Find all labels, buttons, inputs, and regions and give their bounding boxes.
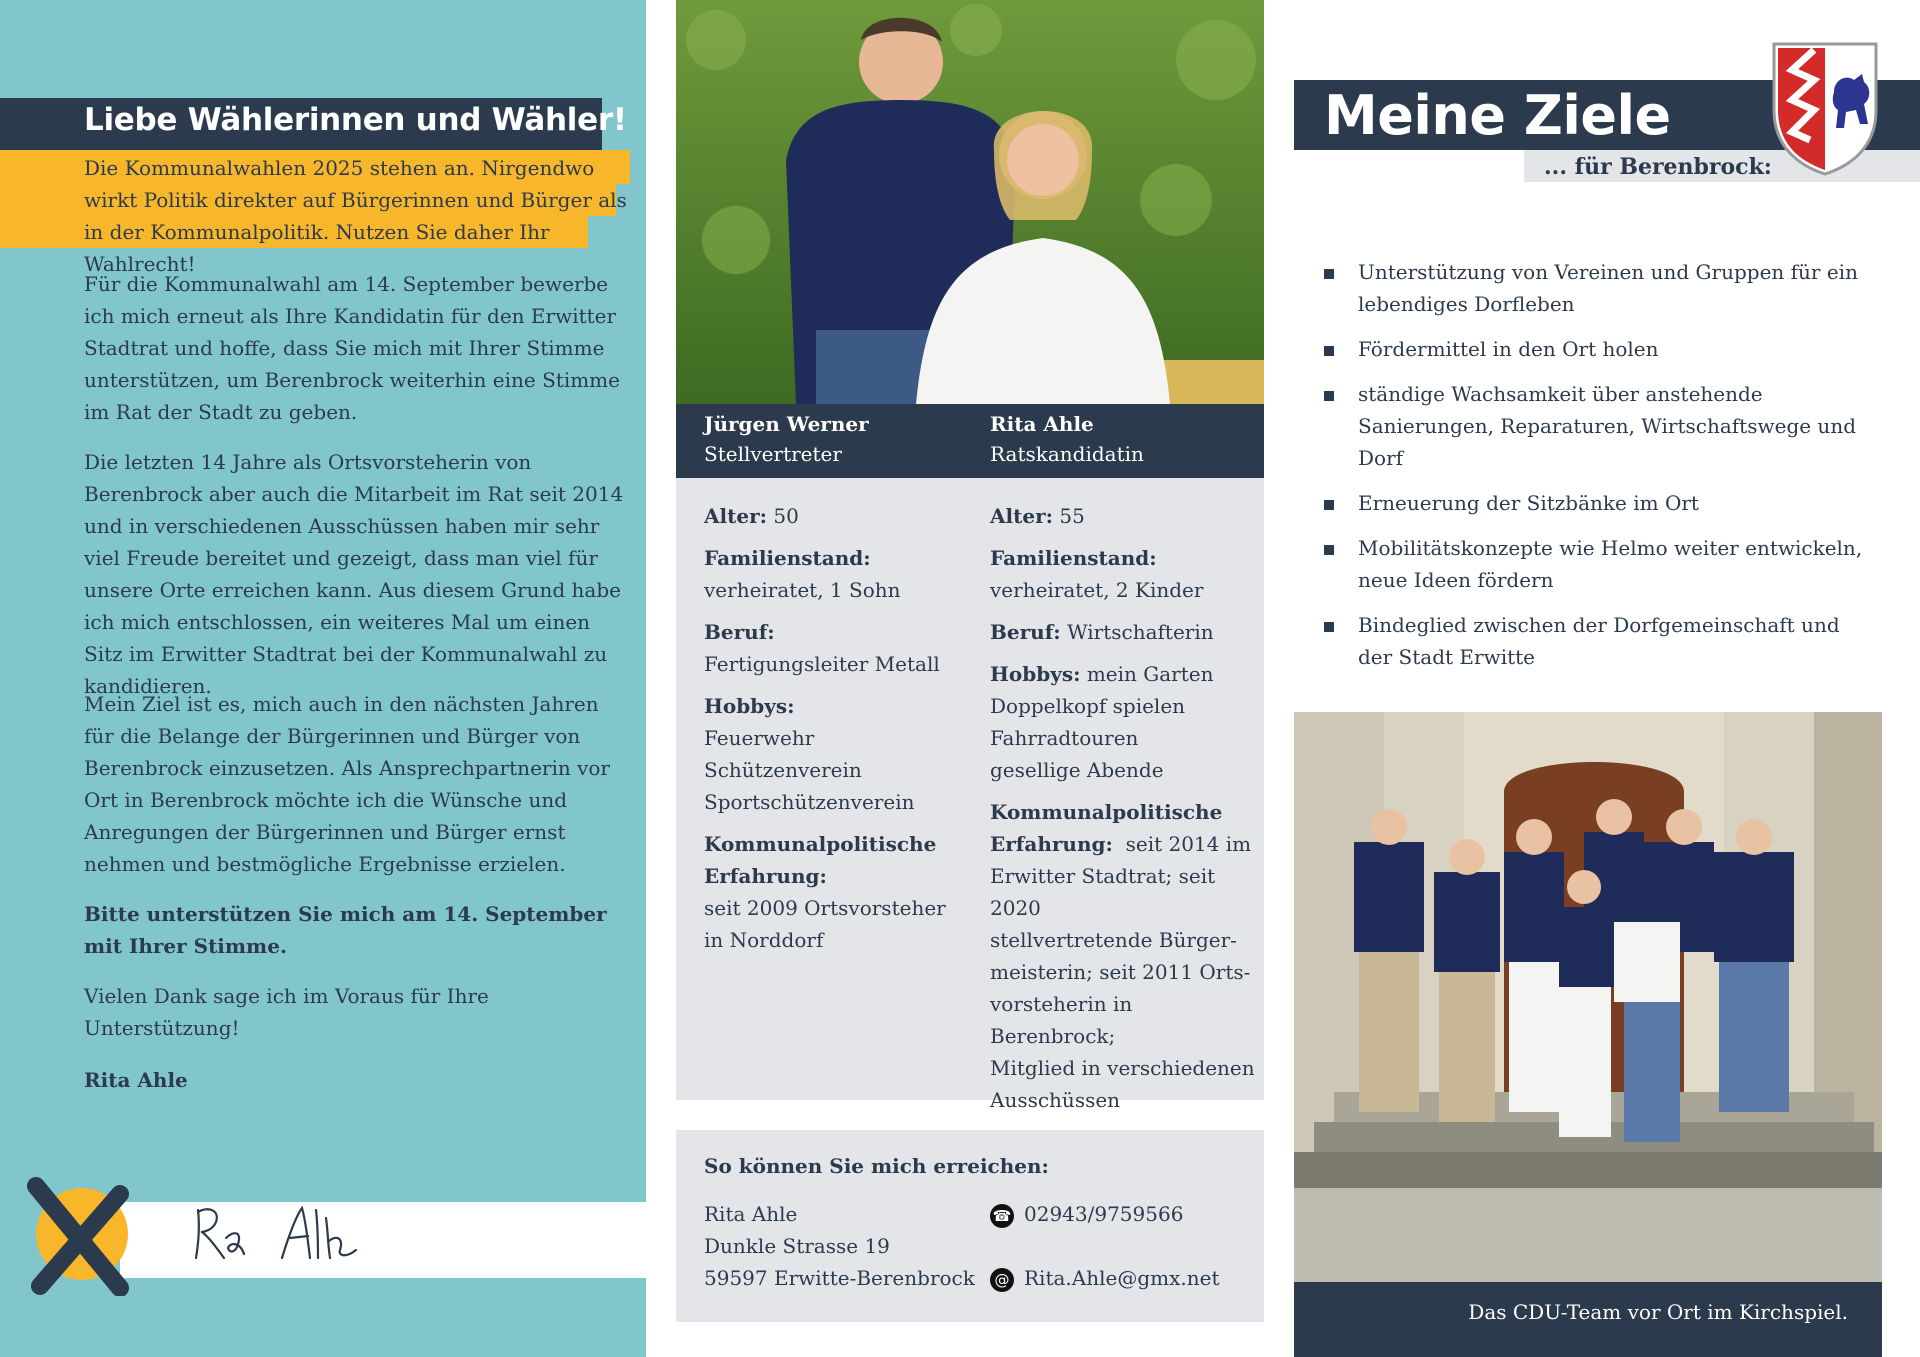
bullet-icon: [1324, 391, 1334, 401]
experience-line: stellvertretende Bürger-: [990, 928, 1237, 952]
goal-text: Unterstützung von Vereinen und Gruppen für ein lebendiges Dorfleben: [1358, 260, 1858, 316]
family-label: Familienstand:: [990, 546, 1157, 570]
age-label: Alter:: [990, 504, 1053, 528]
contact-heading: So können Sie mich erreichen:: [704, 1154, 1049, 1178]
hobby-item: Schützenverein: [704, 758, 862, 782]
hobby-item: gesellige Abende: [990, 758, 1164, 782]
goal-item: [1320, 378, 1880, 474]
signature-icon: [190, 1198, 390, 1268]
hobbies-label: Hobbys:: [990, 662, 1081, 686]
bullet-icon: [1324, 500, 1334, 510]
job-label: Beruf:: [704, 620, 775, 644]
goals-title: Meine Ziele: [1324, 84, 1671, 147]
thanks-paragraph: Vielen Dank sage ich im Voraus für Ihre Unterstützung!: [84, 984, 489, 1040]
experience-line: Mitglied in verschiedenen: [990, 1056, 1255, 1080]
candidate-name: Rita Ahle: [990, 412, 1094, 436]
goal-item: [1320, 532, 1880, 596]
hobby-item: Sportschützenverein: [704, 790, 915, 814]
phone-number[interactable]: 02943/9759566: [1024, 1202, 1184, 1226]
job-value: Wirtschafterin: [1067, 620, 1214, 644]
experience-label: Erfahrung:: [704, 864, 827, 888]
experience-line: Erwitter Stadtrat; seit 2020: [990, 864, 1216, 920]
coat-of-arms-icon: [1770, 40, 1880, 176]
goal-text: Fördermittel in den Ort holen: [1358, 337, 1659, 361]
goals-list: [1320, 256, 1880, 686]
experience-line: seit 2009 Ortsvorsteher: [704, 896, 946, 920]
goals-subtitle: ... für Berenbrock:: [1544, 154, 1772, 180]
family-value: verheiratet, 2 Kinder: [990, 578, 1204, 602]
experience-label: Erfahrung:: [990, 832, 1113, 856]
letter-paragraph: Mein Ziel ist es, mich auch in den nächsten Jahren für die Belange der Bürgerinnen und Bürger von Berenbrock einzusetzen. Als Ansprechpartnerin vor Ort in Berenbrock möchte ich die Wünsche und Anregungen der Bürgerinnen und Bürger ernst nehmen und bestmögliche Ergebnisse erzielen.: [84, 692, 610, 876]
candidate-name: Jürgen Werner: [704, 412, 869, 436]
bullet-icon: [1324, 545, 1334, 555]
experience-line: meisterin; seit 2011 Orts-: [990, 960, 1251, 984]
intro-text: Die Kommunalwahlen 2025 stehen an. Nirgendwo wirkt Politik direkter auf Bürgerinnen und Bürger als in der Kommunalpolitik. Nutzen Sie daher Ihr Wahlrecht!: [84, 156, 627, 276]
goal-text: Mobilitätskonzepte wie Helmo weiter entwickeln, neue Ideen fördern: [1358, 536, 1863, 592]
experience-label: Kommunalpolitische: [704, 832, 937, 856]
candidate-role: Ratskandidatin: [990, 442, 1144, 466]
experience-line: Ausschüssen: [990, 1088, 1121, 1112]
candidates-photo: [676, 0, 1264, 404]
hobbies-label: Hobbys:: [704, 694, 795, 718]
hobby-item: Doppelkopf spielen: [990, 694, 1186, 718]
bullet-icon: [1324, 269, 1334, 279]
age-label: Alter:: [704, 504, 767, 528]
contact-city: 59597 Erwitte-Berenbrock: [704, 1266, 975, 1290]
family-label: Familienstand:: [704, 546, 871, 570]
goal-text: ständige Wachsamkeit über anstehende Sanierungen, Reparaturen, Wirtschaftswege und Dorf: [1358, 382, 1856, 470]
job-value: Fertigungsleiter Metall: [704, 652, 940, 676]
bullet-icon: [1324, 346, 1334, 356]
phone-icon: ☎: [990, 1204, 1014, 1228]
bullet-icon: [1324, 622, 1334, 632]
signature-name: Rita Ahle: [84, 1068, 188, 1092]
age-value: 50: [773, 504, 799, 528]
letter-title: Liebe Wählerinnen und Wähler!: [84, 102, 627, 138]
goal-item: [1320, 487, 1880, 519]
experience-line: in Norddorf: [704, 928, 824, 952]
age-value: 55: [1059, 504, 1085, 528]
candidate-profile-ahle: [990, 500, 1260, 1116]
experience-line: seit 2014 im: [1125, 832, 1252, 856]
goal-text: Erneuerung der Sitzbänke im Ort: [1358, 491, 1699, 515]
hobby-item: mein Garten: [1086, 662, 1214, 686]
family-value: verheiratet, 1 Sohn: [704, 578, 901, 602]
contact-street: Dunkle Strasse 19: [704, 1234, 890, 1258]
hobby-item: Fahrradtouren: [990, 726, 1139, 750]
email-address[interactable]: Rita.Ahle@gmx.net: [1024, 1266, 1220, 1290]
at-sign-icon: @: [990, 1268, 1014, 1292]
contact-phone[interactable]: [990, 1202, 1183, 1228]
candidate-role: Stellvertreter: [704, 442, 842, 466]
goal-text: Bindeglied zwischen der Dorfgemeinschaft und der Stadt Erwitte: [1358, 613, 1840, 669]
candidate-profile-werner: [704, 500, 974, 956]
contact-name: Rita Ahle: [704, 1202, 798, 1226]
experience-line: vorsteherin in Berenbrock;: [990, 992, 1133, 1048]
job-label: Beruf:: [990, 620, 1061, 644]
hobby-item: Feuerwehr: [704, 726, 815, 750]
letter-paragraph: Die letzten 14 Jahre als Ortsvorsteherin von Berenbrock aber auch die Mitarbeit im Rat seit 2014 und in verschiedenen Ausschüssen haben mir sehr viel Freude bereitet und gezeigt, dass man viel für unsere Orte erreichen kann. Aus diesem Grund habe ich mich entschlossen, ein weiteres Mal um einen Sitz im Erwitter Stadtrat bei der Kommunalwahl zu kandidieren.: [84, 450, 624, 698]
handwritten-signature: [190, 1198, 390, 1281]
goal-item: [1320, 609, 1880, 673]
experience-label: Kommunalpolitische: [990, 800, 1223, 824]
contact-email[interactable]: [990, 1266, 1220, 1292]
vote-cross-icon: [22, 1176, 132, 1296]
team-photo: [1294, 712, 1882, 1282]
appeal-paragraph: Bitte unterstützen Sie mich am 14. September mit Ihrer Stimme.: [84, 902, 607, 958]
team-caption: Das CDU-Team vor Ort im Kirchspiel.: [1468, 1300, 1848, 1324]
goal-item: [1320, 256, 1880, 320]
contact-address: [704, 1198, 975, 1294]
letter-paragraph: Für die Kommunalwahl am 14. September bewerbe ich mich erneut als Ihre Kandidatin für den Erwitter Stadtrat und hoffe, dass Sie mich mit Ihrer Stimme unterstützen, um Berenbrock weiterhin eine Stimme im Rat der Stadt zu geben.: [84, 272, 620, 424]
goal-item: [1320, 333, 1880, 365]
